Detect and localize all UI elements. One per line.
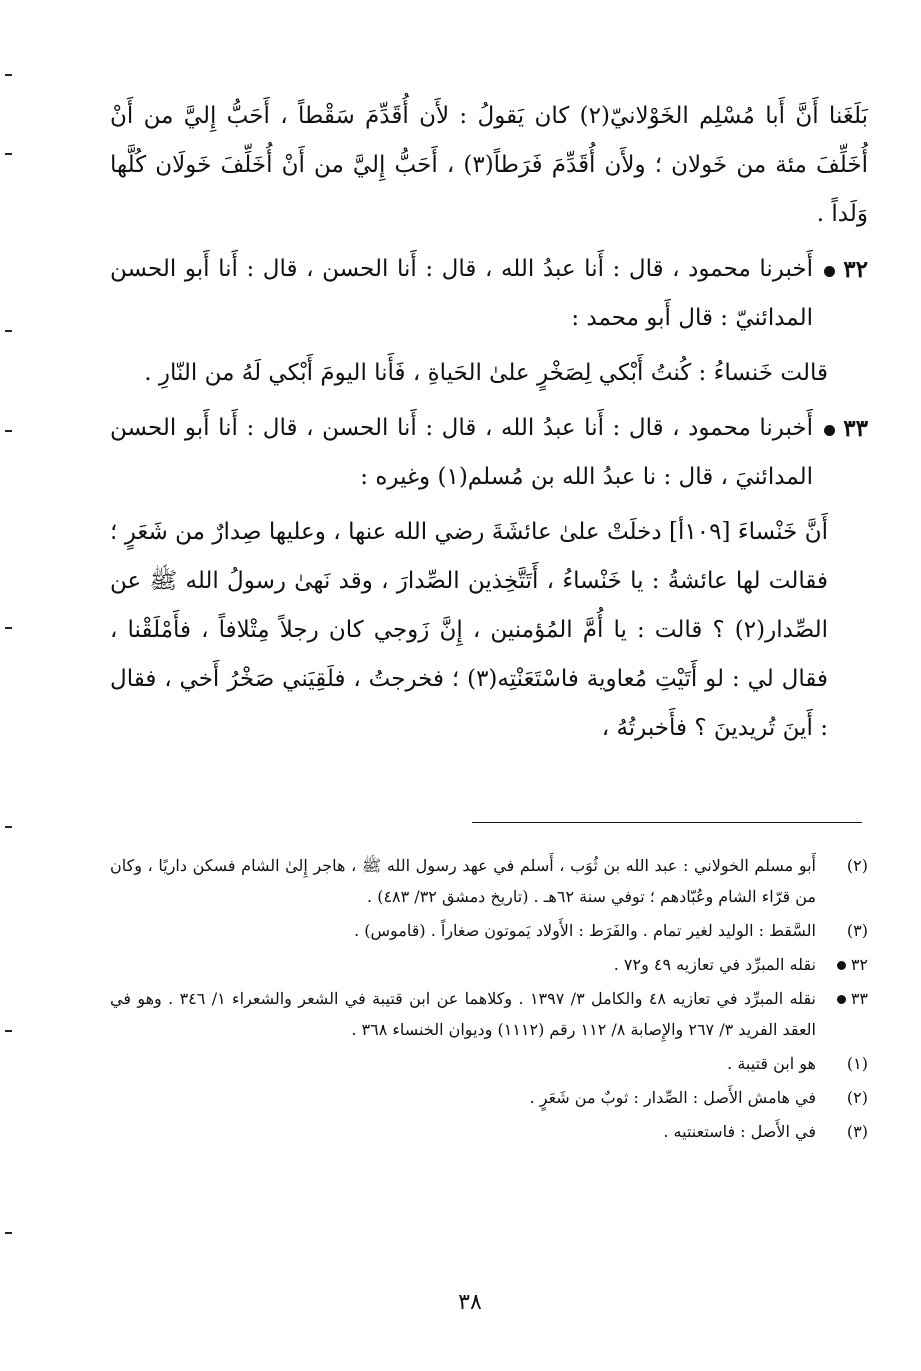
- hadith-32-text: قالت خَنساءُ : كُنتُ أَبْكي لِصَخْرٍ علىٰ الحَياةِ ، فَأَنا اليومَ أَبْكي لَهُ من النّارِ .: [144, 360, 828, 386]
- footnotes: [110, 850, 868, 1150]
- edge-mark: [5, 330, 12, 332]
- footnote-sub-2: [110, 1082, 868, 1113]
- footnote-text: السَّقط : الوليد لغير تمام . والفَرَط : الأَولاد يَموتون صغاراً . (قاموس) .: [354, 921, 816, 940]
- footnote-sub-1: [110, 1048, 868, 1079]
- edge-mark: [5, 1030, 12, 1032]
- page-number: ٣٨: [458, 1290, 482, 1315]
- footnote-label: (٣): [846, 1122, 868, 1141]
- bullet-icon: [824, 425, 835, 436]
- hadith-33-number: ٣٣: [818, 404, 868, 453]
- source-note-32: [110, 949, 868, 980]
- edge-mark: [5, 627, 12, 629]
- hadith-33-isnad: [110, 404, 868, 502]
- source-note-33: [110, 983, 868, 1045]
- footnote-label: (٣): [846, 921, 868, 940]
- edge-mark: [5, 430, 12, 432]
- footnote-divider: [472, 822, 862, 823]
- bullet-icon: [837, 995, 846, 1004]
- source-note-text: نقله المبرِّد في تعازيه ٤٩ و٧٢ .: [613, 955, 816, 974]
- hadith-32-isnad-text: أَخبرنا محمود ، قال : أَنا عبدُ الله ، قال : أَنا الحسن ، قال : أَنا أَبو الحسن المدائنيّ : قال أَبو محمد :: [110, 256, 813, 331]
- footnote-label: (١): [846, 1054, 868, 1073]
- bullet-icon: [824, 266, 835, 277]
- footnote-text: أَبو مسلم الخولاني : عبد الله بن ثُوَب ، أَسلم في عهد رسول الله ﷺ ، هاجر إِلىٰ الشام فسكن داريًا ، وكان من قرّاء الشام وعُبّادهم ؛ توفي سنة ٦٢هـ . (تاريخ دمشق ٣٢/ ٤٨٣) .: [110, 856, 816, 906]
- hadith-32-isnad: [110, 245, 868, 343]
- hadith-33-text: أَنَّ خَنْساءَ [١٠٩أ] دخلَتْ علىٰ عائشَةَ رضي الله عنها ، وعليها صِدارٌ من شَعَرٍ ؛ فقالت لها عائشةُ : يا خَنْساءُ ، أَتَتَّخِذين الصِّدارَ ، وقد نَهىٰ رسولُ الله ﷺ عن الصِّدار(٢) ؟ قالت : يا أُمَّ المُؤمنين ، إِنَّ زَوجي كان رجلاً مِتْلافاً ، فأَمْلَقْنا ، فقال لي : لو أَتَيْتِ مُعاوية فاسْتَعَنْتِه(٣) ؛ فخرجتُ ، فلَقِيَني صَخْرُ أَخي ، فقال : أَينَ تُريدينَ ؟ فأَخبرتُهُ ،: [110, 519, 828, 741]
- footnote-text: في هامش الأَصل : الصِّدار : ثوبٌ من شَعَرٍ .: [529, 1088, 816, 1107]
- footnote-2: [110, 850, 868, 912]
- source-note-label: ٣٣: [831, 983, 868, 1014]
- footnote-text: هو ابن قتيبة .: [727, 1054, 816, 1073]
- edge-mark: [5, 74, 12, 76]
- edge-mark: [5, 153, 12, 155]
- footnote-sub-3: [110, 1116, 868, 1147]
- edge-mark: [5, 826, 12, 828]
- source-note-text: نقله المبرِّد في تعازيه ٤٨ والكامل ٣/ ١٣٩٧ . وكلاهما عن ابن قتيبة في الشعر والشعراء ١/ ٣٤٦ . وهو في العقد الفريد ٣/ ٢٦٧ والإِصابة ٨/ ١١٢ رقم (١١١٢) وديوان الخنساء ٣٦٨ .: [110, 989, 817, 1039]
- footnote-text: في الأَصل : فاستعنتيه .: [663, 1122, 816, 1141]
- footnote-3: [110, 915, 868, 946]
- intro-paragraph: بَلَغَنا أَنَّ أَبا مُسْلِم الخَوْلانيّ(٢) كان يَقولُ : لأَن أُقَدِّمَ سَقْطاً ، أَحَبُّ إِليَّ من أَنْ أُخَلِّفَ مئة من خَولان ؛ ولأَن أُقَدِّمَ فَرَطاً(٣) ، أَحَبُّ إِليَّ من أَنْ أُخَلِّفَ خَولَان كُلَّها وَلَداً .: [110, 103, 868, 227]
- edge-mark: [5, 1232, 12, 1234]
- bullet-icon: [837, 961, 846, 970]
- source-note-label: ٣٢: [831, 949, 868, 980]
- footnote-label: (٢): [846, 856, 868, 875]
- hadith-33-isnad-text: أَخبرنا محمود ، قال : أَنا عبدُ الله ، قال : أَنا الحسن ، قال : أَنا أَبو الحسن المدائنيَ ، قال : نا عبدُ الله بن مُسلم(١) وغيره :: [110, 415, 813, 490]
- footnote-label: (٢): [846, 1088, 868, 1107]
- main-text: [110, 92, 868, 759]
- hadith-32-number: ٣٢: [818, 245, 868, 294]
